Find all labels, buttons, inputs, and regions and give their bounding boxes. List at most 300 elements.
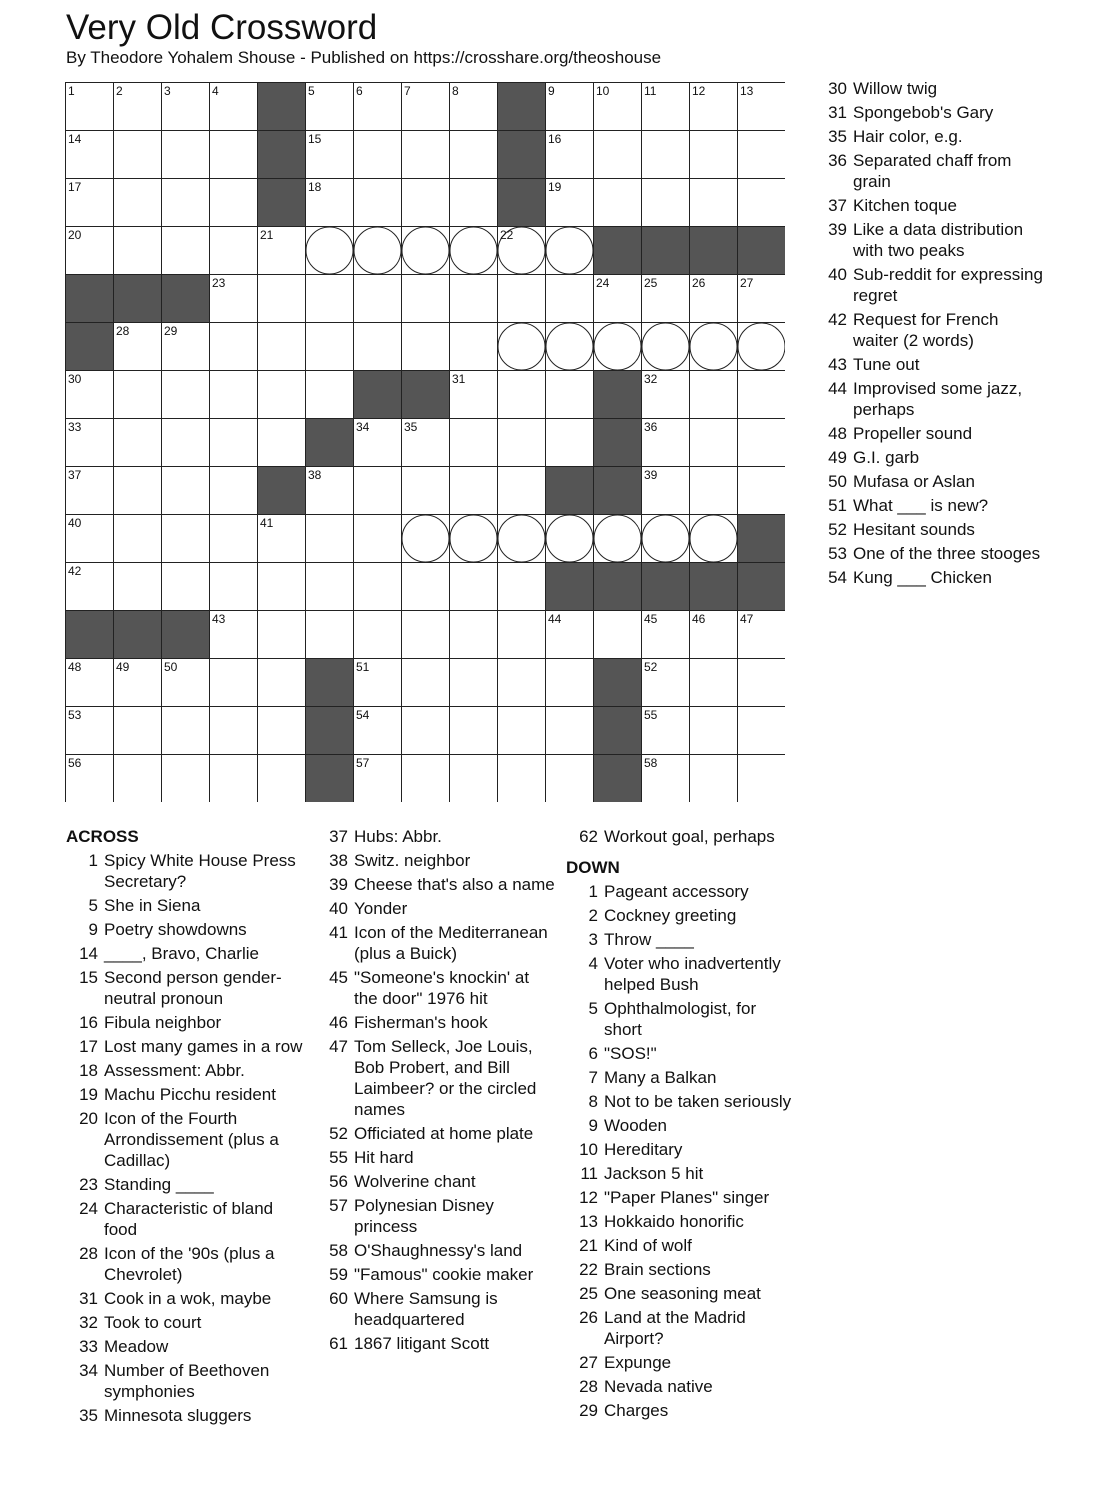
across-clue[interactable]	[316, 1240, 556, 1261]
cell-number: 50	[164, 660, 178, 674]
down-clue[interactable]	[566, 1163, 798, 1184]
clue-number: 35	[828, 127, 847, 146]
across-clue[interactable]	[316, 1123, 556, 1144]
grid-cell[interactable]	[690, 707, 738, 755]
clue-number: 55	[329, 1148, 348, 1167]
down-clue[interactable]	[566, 1259, 798, 1280]
grid-cell[interactable]	[114, 131, 162, 179]
clue-text: Lost many games in a row	[104, 1037, 303, 1056]
clue-text: Took to court	[104, 1313, 202, 1332]
grid-cell[interactable]	[258, 419, 306, 467]
across-clue[interactable]	[66, 943, 306, 964]
cell-number: 42	[68, 564, 82, 578]
clue-number: 35	[79, 1406, 98, 1425]
grid-cell[interactable]	[402, 467, 450, 515]
down-clue[interactable]	[566, 905, 798, 926]
grid-cell[interactable]	[450, 707, 498, 755]
across-clue[interactable]	[316, 1171, 556, 1192]
grid-block	[690, 563, 738, 611]
down-clue[interactable]	[566, 1307, 798, 1349]
grid-cell[interactable]	[450, 659, 498, 707]
clue-number: 46	[329, 1013, 348, 1032]
clue-text: Request for French waiter (2 words)	[853, 310, 999, 350]
grid-cell[interactable]	[210, 227, 258, 275]
cell-number: 56	[68, 756, 82, 770]
grid-cell[interactable]	[306, 371, 354, 419]
grid-cell[interactable]	[594, 179, 642, 227]
grid-block	[114, 611, 162, 659]
cell-number: 28	[116, 324, 130, 338]
cell-number: 13	[740, 84, 754, 98]
clue-text: Hesitant sounds	[853, 520, 975, 539]
grid-cell[interactable]	[498, 563, 546, 611]
down-clue[interactable]	[566, 998, 798, 1040]
grid-cell[interactable]	[450, 611, 498, 659]
across-clue[interactable]	[316, 1264, 556, 1285]
down-clue[interactable]	[566, 1235, 798, 1256]
clue-text: G.I. garb	[853, 448, 920, 467]
cell-number: 24	[596, 276, 610, 290]
grid-block	[690, 227, 738, 275]
clue-number: 38	[329, 851, 348, 870]
clue-number: 20	[79, 1109, 98, 1128]
across-clue[interactable]	[316, 1333, 556, 1354]
across-clue[interactable]	[316, 967, 556, 1009]
down-clue[interactable]	[815, 309, 1047, 351]
down-clue[interactable]	[815, 519, 1047, 540]
cell-number: 8	[452, 84, 459, 98]
clue-number: 5	[88, 896, 98, 915]
cell-number: 21	[260, 228, 274, 242]
cell-number: 30	[68, 372, 82, 386]
grid-cell[interactable]	[258, 275, 306, 323]
down-clue[interactable]	[815, 219, 1047, 261]
cell-number: 14	[68, 132, 82, 146]
grid-cell[interactable]	[450, 275, 498, 323]
across-clue[interactable]	[566, 826, 798, 847]
grid-cell[interactable]	[450, 419, 498, 467]
grid-cell[interactable]	[546, 371, 594, 419]
grid-cell[interactable]	[306, 563, 354, 611]
clue-text: Characteristic of bland food	[104, 1199, 274, 1239]
cell-number: 15	[308, 132, 322, 146]
grid-cell[interactable]	[114, 419, 162, 467]
clue-number: 40	[828, 265, 847, 284]
grid-cell[interactable]	[690, 419, 738, 467]
grid-cell[interactable]	[210, 515, 258, 563]
clue-text: Assessment: Abbr.	[104, 1061, 245, 1080]
cell-number: 46	[692, 612, 706, 626]
across-clue[interactable]	[66, 1036, 306, 1057]
grid-cell[interactable]	[690, 755, 738, 803]
grid-cell[interactable]	[258, 611, 306, 659]
down-clue[interactable]	[566, 1139, 798, 1160]
clue-text: Fibula neighbor	[104, 1013, 222, 1032]
grid-cell[interactable]	[354, 611, 402, 659]
across-clue[interactable]	[66, 895, 306, 916]
grid-block	[738, 515, 786, 563]
down-clue[interactable]	[566, 1043, 798, 1064]
cell-number: 48	[68, 660, 82, 674]
clue-text: Hokkaido honorific	[604, 1212, 744, 1231]
grid-block	[258, 467, 306, 515]
down-clue[interactable]	[566, 1352, 798, 1373]
cell-number: 36	[644, 420, 658, 434]
down-clue[interactable]	[815, 567, 1047, 588]
grid-block	[594, 659, 642, 707]
clue-number: 17	[79, 1037, 98, 1056]
clue-text: Spicy White House Press Secretary?	[104, 851, 296, 891]
clue-text: Number of Beethoven symphonies	[104, 1361, 270, 1401]
clue-text: O'Shaughnessy's land	[354, 1241, 523, 1260]
cell-number: 17	[68, 180, 82, 194]
grid-block	[642, 563, 690, 611]
grid-cell[interactable]	[354, 275, 402, 323]
grid-cell[interactable]	[354, 131, 402, 179]
grid-cell[interactable]	[306, 275, 354, 323]
clue-column-4	[815, 78, 1047, 591]
grid-cell[interactable]	[498, 659, 546, 707]
grid-cell[interactable]	[258, 323, 306, 371]
grid-cell[interactable]	[738, 179, 786, 227]
grid-cell[interactable]	[690, 179, 738, 227]
across-clue[interactable]	[66, 1012, 306, 1033]
grid-cell[interactable]	[738, 467, 786, 515]
clue-number: 32	[79, 1313, 98, 1332]
clue-number: 49	[828, 448, 847, 467]
grid-cell[interactable]	[258, 563, 306, 611]
clue-text: Pageant accessory	[604, 882, 749, 901]
grid-cell[interactable]	[258, 707, 306, 755]
cell-number: 54	[356, 708, 370, 722]
clue-number: 19	[79, 1085, 98, 1104]
clue-number: 13	[579, 1212, 598, 1231]
grid-cell[interactable]	[402, 563, 450, 611]
clue-text: Poetry showdowns	[104, 920, 247, 939]
cell-number: 47	[740, 612, 754, 626]
across-clue[interactable]	[316, 922, 556, 964]
down-clue[interactable]	[566, 1376, 798, 1397]
clue-text: Tom Selleck, Joe Louis, Bob Probert, and Bill Laimbeer? or the circled names	[354, 1037, 537, 1119]
clue-number: 40	[329, 899, 348, 918]
down-clue[interactable]	[815, 495, 1047, 516]
grid-block	[114, 275, 162, 323]
down-clue[interactable]	[815, 447, 1047, 468]
grid-cell[interactable]	[402, 131, 450, 179]
clue-column-2	[316, 826, 556, 1357]
grid-block	[594, 419, 642, 467]
down-clue[interactable]	[566, 1115, 798, 1136]
across-clue[interactable]	[66, 1084, 306, 1105]
grid-cell[interactable]	[594, 131, 642, 179]
clue-number: 52	[329, 1124, 348, 1143]
grid-cell[interactable]	[546, 659, 594, 707]
grid-block	[498, 179, 546, 227]
grid-cell[interactable]	[738, 659, 786, 707]
grid-block	[162, 611, 210, 659]
grid-block	[306, 755, 354, 803]
clue-number: 26	[579, 1308, 598, 1327]
clue-text: Hair color, e.g.	[853, 127, 963, 146]
across-clue[interactable]	[316, 1288, 556, 1330]
cell-number: 26	[692, 276, 706, 290]
across-clue[interactable]	[316, 1012, 556, 1033]
grid-cell[interactable]	[114, 515, 162, 563]
grid-cell[interactable]	[690, 659, 738, 707]
down-clue[interactable]	[566, 953, 798, 995]
down-clue[interactable]	[815, 423, 1047, 444]
grid-cell[interactable]	[402, 179, 450, 227]
clue-number: 45	[329, 968, 348, 987]
grid-cell[interactable]	[306, 611, 354, 659]
clue-text: "SOS!"	[604, 1044, 657, 1063]
across-clue[interactable]	[66, 1360, 306, 1402]
down-clue[interactable]	[566, 1067, 798, 1088]
cell-number: 3	[164, 84, 171, 98]
across-clue[interactable]	[66, 1108, 306, 1171]
across-clue[interactable]	[316, 826, 556, 847]
grid-block	[594, 227, 642, 275]
grid-cell[interactable]	[450, 755, 498, 803]
grid-cell[interactable]	[498, 419, 546, 467]
cell-number: 18	[308, 180, 322, 194]
grid-cell[interactable]	[210, 563, 258, 611]
clue-text: Workout goal, perhaps	[604, 827, 775, 846]
across-clue[interactable]	[316, 850, 556, 871]
grid-cell[interactable]	[450, 563, 498, 611]
grid-cell[interactable]	[402, 755, 450, 803]
clue-number: 60	[329, 1289, 348, 1308]
grid-cell[interactable]	[306, 323, 354, 371]
grid-cell[interactable]	[402, 323, 450, 371]
grid-cell[interactable]	[738, 707, 786, 755]
grid-cell[interactable]	[450, 179, 498, 227]
across-clue[interactable]	[66, 1336, 306, 1357]
clue-number: 1	[88, 851, 98, 870]
grid-cell[interactable]	[114, 563, 162, 611]
grid-cell[interactable]	[498, 467, 546, 515]
grid-block	[546, 563, 594, 611]
cell-number: 55	[644, 708, 658, 722]
grid-cell[interactable]	[546, 419, 594, 467]
across-clue[interactable]	[316, 898, 556, 919]
down-clue[interactable]	[566, 881, 798, 902]
down-clue[interactable]	[815, 102, 1047, 123]
grid-cell[interactable]	[162, 515, 210, 563]
grid-cell[interactable]	[114, 707, 162, 755]
down-clue[interactable]	[566, 1187, 798, 1208]
grid-cell[interactable]	[450, 467, 498, 515]
cell-number: 49	[116, 660, 130, 674]
clue-text: Mufasa or Aslan	[853, 472, 975, 491]
grid-cell[interactable]	[162, 707, 210, 755]
grid-cell[interactable]	[738, 131, 786, 179]
grid-cell[interactable]	[162, 131, 210, 179]
grid-cell[interactable]	[546, 755, 594, 803]
grid-cell[interactable]	[210, 131, 258, 179]
grid-cell[interactable]	[354, 467, 402, 515]
down-clue[interactable]	[815, 264, 1047, 306]
grid-cell[interactable]	[498, 707, 546, 755]
grid-cell[interactable]	[258, 371, 306, 419]
clue-number: 52	[828, 520, 847, 539]
grid-cell[interactable]	[210, 755, 258, 803]
clue-number: 18	[79, 1061, 98, 1080]
grid-cell[interactable]	[114, 179, 162, 227]
clue-text: "Famous" cookie maker	[354, 1265, 534, 1284]
clue-text: Improvised some jazz, perhaps	[853, 379, 1023, 419]
down-clue[interactable]	[566, 1211, 798, 1232]
across-clue[interactable]	[66, 1198, 306, 1240]
across-clue[interactable]	[66, 1060, 306, 1081]
down-clue[interactable]	[815, 543, 1047, 564]
grid-block	[354, 371, 402, 419]
grid-cell[interactable]	[546, 707, 594, 755]
grid-cell[interactable]	[498, 371, 546, 419]
grid-cell[interactable]	[690, 371, 738, 419]
down-clue[interactable]	[815, 126, 1047, 147]
grid-cell[interactable]	[162, 755, 210, 803]
across-clue[interactable]	[316, 1147, 556, 1168]
clue-text: Polynesian Disney princess	[354, 1196, 494, 1236]
clue-text: Expunge	[604, 1353, 672, 1372]
clue-number: 56	[329, 1172, 348, 1191]
grid-cell[interactable]	[642, 131, 690, 179]
grid-cell[interactable]	[210, 659, 258, 707]
grid-block	[498, 83, 546, 131]
grid-cell[interactable]	[642, 179, 690, 227]
clue-text: Icon of the Fourth Arrondissement (plus a Cadillac)	[104, 1109, 279, 1170]
clue-number: 27	[579, 1353, 598, 1372]
grid-cell[interactable]	[210, 179, 258, 227]
grid-cell[interactable]	[546, 275, 594, 323]
across-clue[interactable]	[66, 1174, 306, 1195]
down-clue[interactable]	[566, 1400, 798, 1421]
grid-cell[interactable]	[162, 467, 210, 515]
clue-number: 58	[329, 1241, 348, 1260]
grid-cell[interactable]	[354, 323, 402, 371]
down-clue[interactable]	[815, 471, 1047, 492]
clue-text: Icon of the Mediterranean (plus a Buick)	[354, 923, 548, 963]
grid-cell[interactable]	[354, 563, 402, 611]
grid-cell[interactable]	[162, 179, 210, 227]
grid-cell[interactable]	[738, 371, 786, 419]
clue-number: 12	[579, 1188, 598, 1207]
grid-cell[interactable]	[690, 131, 738, 179]
grid-cell[interactable]	[306, 515, 354, 563]
grid-cell[interactable]	[258, 659, 306, 707]
clue-text: Throw ____	[604, 930, 694, 949]
grid-cell[interactable]	[738, 755, 786, 803]
grid-block	[306, 659, 354, 707]
grid-cell[interactable]	[402, 659, 450, 707]
cell-number: 45	[644, 612, 658, 626]
grid-cell[interactable]	[450, 323, 498, 371]
grid-cell[interactable]	[114, 227, 162, 275]
cell-number: 44	[548, 612, 562, 626]
across-clue[interactable]	[66, 967, 306, 1009]
grid-cell[interactable]	[210, 419, 258, 467]
across-clue[interactable]	[66, 1288, 306, 1309]
grid-block	[66, 275, 114, 323]
grid-cell[interactable]	[162, 419, 210, 467]
across-clue[interactable]	[316, 1195, 556, 1237]
grid-cell[interactable]	[210, 371, 258, 419]
clue-number: 59	[329, 1265, 348, 1284]
grid-cell[interactable]	[162, 371, 210, 419]
clue-text: Cockney greeting	[604, 906, 737, 925]
down-clue[interactable]	[815, 78, 1047, 99]
across-clue[interactable]	[66, 1312, 306, 1333]
across-clue[interactable]	[66, 850, 306, 892]
down-clue[interactable]	[815, 354, 1047, 375]
cell-number: 29	[164, 324, 178, 338]
grid-cell[interactable]	[354, 179, 402, 227]
clue-text: Second person gender-neutral pronoun	[104, 968, 282, 1008]
clue-column-1	[66, 826, 306, 1429]
clue-number: 48	[828, 424, 847, 443]
grid-block	[594, 707, 642, 755]
grid-cell[interactable]	[210, 323, 258, 371]
grid-cell[interactable]	[114, 371, 162, 419]
cell-number: 52	[644, 660, 658, 674]
clue-text: Separated chaff from grain	[853, 151, 1012, 191]
grid-cell[interactable]	[738, 419, 786, 467]
clue-number: 24	[79, 1199, 98, 1218]
grid-cell[interactable]	[258, 755, 306, 803]
across-clue[interactable]	[66, 1405, 306, 1426]
cell-number: 11	[644, 84, 657, 98]
cell-number: 33	[68, 420, 82, 434]
clue-number: 51	[828, 496, 847, 515]
grid-cell[interactable]	[690, 467, 738, 515]
across-clue[interactable]	[316, 1036, 556, 1120]
clue-text: Hubs: Abbr.	[354, 827, 442, 846]
clue-text: Jackson 5 hit	[604, 1164, 704, 1183]
byline: By Theodore Yohalem Shouse - Published on https://crosshare.org/theoshouse	[66, 48, 662, 67]
grid-cell[interactable]	[498, 275, 546, 323]
grid-cell[interactable]	[594, 611, 642, 659]
down-clue[interactable]	[815, 150, 1047, 192]
across-clue[interactable]	[316, 874, 556, 895]
grid-block	[546, 467, 594, 515]
grid-cell[interactable]	[210, 707, 258, 755]
grid-cell[interactable]	[498, 755, 546, 803]
grid-cell[interactable]	[162, 563, 210, 611]
grid-cell[interactable]	[402, 611, 450, 659]
down-clue[interactable]	[566, 1283, 798, 1304]
grid-cell[interactable]	[498, 611, 546, 659]
down-clue[interactable]	[815, 378, 1047, 420]
clue-number: 2	[588, 906, 598, 925]
down-clue[interactable]	[566, 929, 798, 950]
grid-cell[interactable]	[114, 467, 162, 515]
grid-cell[interactable]	[402, 275, 450, 323]
clue-text: Meadow	[104, 1337, 169, 1356]
grid-cell[interactable]	[210, 467, 258, 515]
across-clue[interactable]	[66, 1243, 306, 1285]
across-clue[interactable]	[66, 919, 306, 940]
grid-cell[interactable]	[402, 707, 450, 755]
clue-text: Tune out	[853, 355, 920, 374]
grid-cell[interactable]	[162, 227, 210, 275]
grid-cell[interactable]	[114, 755, 162, 803]
grid-cell[interactable]	[354, 515, 402, 563]
grid-cell[interactable]	[450, 131, 498, 179]
grid-block	[306, 419, 354, 467]
down-clue[interactable]	[566, 1091, 798, 1112]
down-clue[interactable]	[815, 195, 1047, 216]
